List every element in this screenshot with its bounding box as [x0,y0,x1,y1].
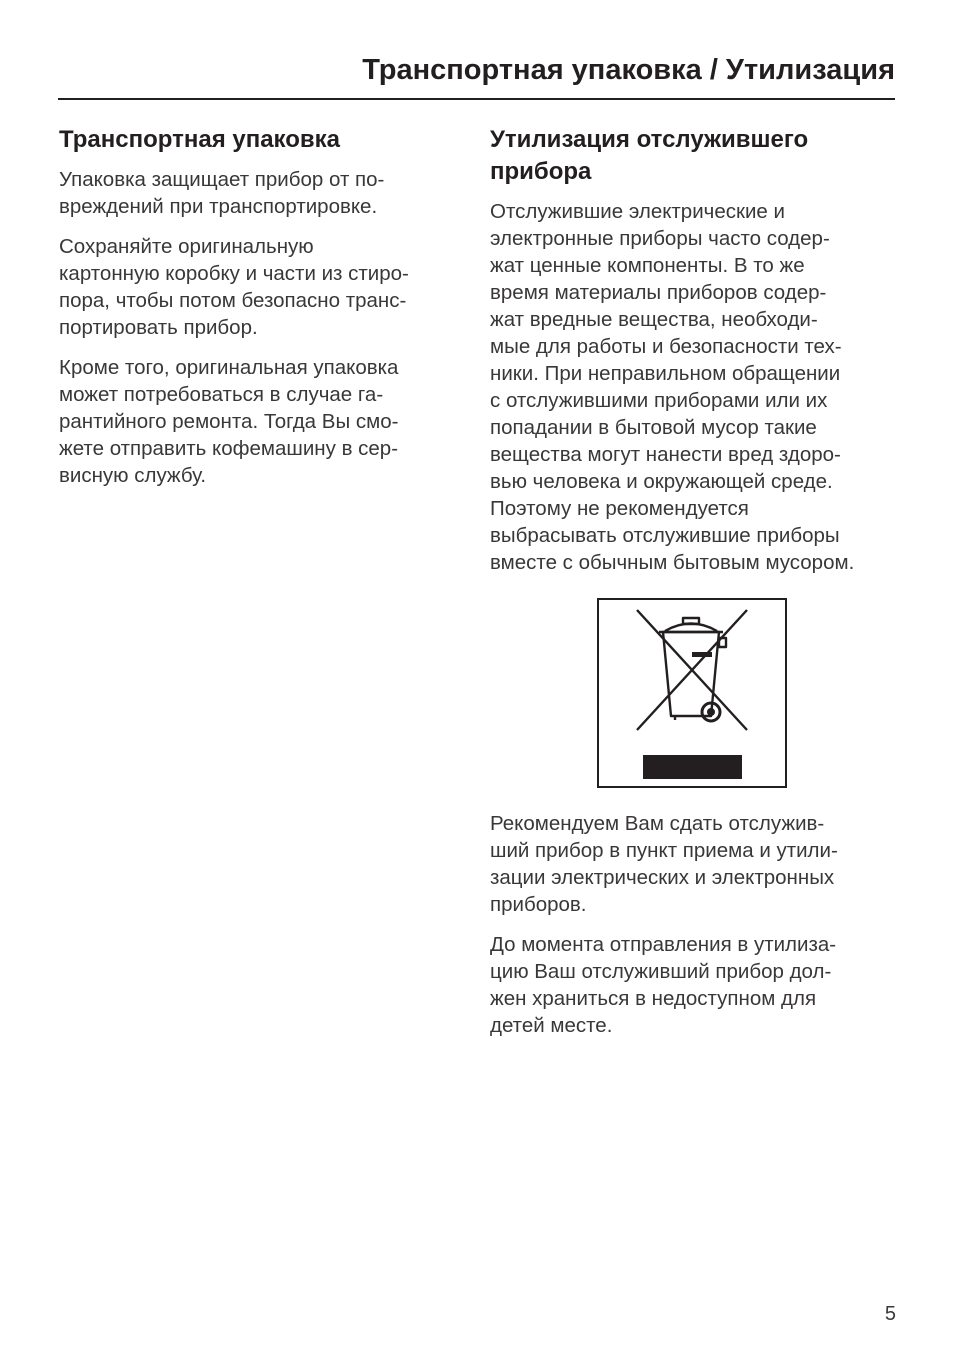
text-line: зации электрических и электронных [490,866,835,889]
text-line: жат ценные компоненты. В то же [490,254,805,277]
text-line: электронные приборы часто содер- [490,227,830,250]
text-line: цию Ваш отслуживший прибор дол- [490,960,832,983]
text-line: мые для работы и безопасности тех- [490,335,842,358]
text-line: жен храниться в недоступном для [490,987,817,1010]
text-line: Кроме того, оригинальная упаковка [59,356,399,379]
text-line: выбрасывать отслужившие приборы [490,524,840,547]
text-line: картонную коробку и части из стиро- [59,262,409,285]
paragraph [59,354,459,489]
text-line: До момента отправления в утилиза- [490,933,837,956]
text-line: вреждений при транспортировке. [59,195,378,218]
text-line: время материалы приборов содер- [490,281,827,304]
text-line: рантийного ремонта. Тогда Вы смо- [59,410,399,433]
text-line: Поэтому не рекомендуется [490,497,749,520]
weee-symbol [597,598,787,788]
transport-packaging-body [59,166,459,489]
text-line: портировать прибор. [59,316,258,339]
text-line: жете отправить кофемашину в сер- [59,437,399,460]
text-line: вью человека и окружающей среде. [490,470,833,493]
transport-packaging-section [59,124,459,502]
transport-packaging-heading: Транспортная упаковка [59,126,341,153]
paragraph [59,166,459,220]
paragraph [59,233,459,341]
text-line: приборов. [490,893,587,916]
text-line: ники. При неправильном обращении [490,362,841,385]
text-line: пора, чтобы потом безопасно транс- [59,289,407,312]
disposal-body-after [490,810,900,1039]
weee-crossed-out-bin-icon [599,600,785,786]
text-line: Сохраняйте оригинальную [59,235,314,258]
text-line: жат вредные вещества, необходи- [490,308,818,331]
heading-line: Утилизация отслужившего [490,126,809,153]
text-line: Упаковка защищает прибор от по- [59,168,385,191]
text-line: попадании в бытовой мусор такие [490,416,817,439]
disposal-heading [490,124,900,188]
paragraph [490,810,900,918]
heading-line: прибора [490,158,592,185]
text-line: Отслужившие электрические и [490,200,785,223]
text-line: с отслужившими приборами или их [490,389,828,412]
page-title: Транспортная упаковка / Утилизация [362,54,895,86]
text-line: Рекомендуем Вам сдать отслужив- [490,812,825,835]
header-divider [58,98,895,100]
text-line: висную службу. [59,464,207,487]
paragraph [490,931,900,1039]
text-line: детей месте. [490,1014,613,1037]
page-number: 5 [884,1303,896,1325]
text-line: вместе с обычным бытовым мусором. [490,551,855,574]
disposal-section [490,124,900,1052]
disposal-body-before [490,198,900,576]
text-line: ший прибор в пункт приема и утили- [490,839,838,862]
text-line: вещества могут нанести вред здоро- [490,443,841,466]
paragraph [490,198,900,576]
text-line: может потребоваться в случае га- [59,383,384,406]
